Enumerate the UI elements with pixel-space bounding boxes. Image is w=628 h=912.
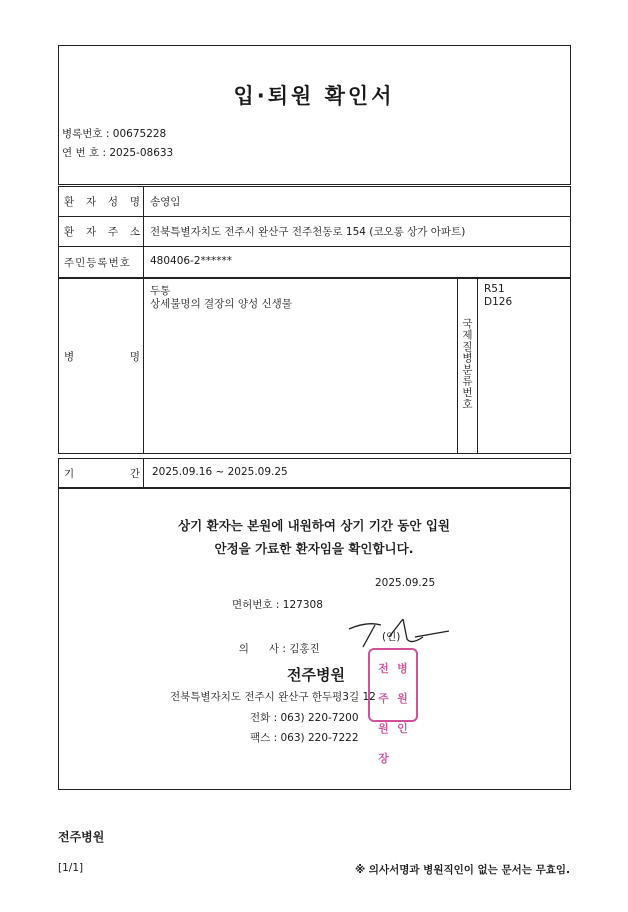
patient-name-label: 환 자 성 명	[64, 196, 140, 208]
patient-row-divider-2	[58, 246, 571, 247]
patient-table-divider	[143, 186, 144, 278]
disease-code-2: D126	[484, 296, 513, 308]
disease-label: 병 명	[64, 351, 140, 363]
disease-name-1: 두통	[150, 285, 171, 297]
footer-hospital-name: 전주병원	[58, 830, 105, 844]
serial-number-row	[62, 145, 173, 160]
disease-code-label: 국제질병분류번호	[461, 318, 473, 410]
disease-name-2: 상세불명의 결장의 양성 신생물	[150, 298, 292, 310]
seal-mark: (인)	[382, 631, 401, 643]
confirmation-line-2: 안정을 가료한 환자임을 확인합니다.	[214, 541, 414, 556]
header-frame	[58, 45, 571, 185]
hospital-fax: 팩스 : 063) 220-7222	[250, 732, 359, 744]
patient-id-number: 480406-2******	[150, 255, 233, 267]
registration-number: 00675228	[112, 128, 167, 140]
hospital-address: 전북특별자치도 전주시 완산구 한두평3길 12	[170, 691, 376, 703]
doctor-row	[232, 629, 320, 656]
disease-table-divider-1	[143, 278, 144, 454]
patient-id-label: 주민등록번호	[64, 257, 131, 269]
disease-code-1: R51	[484, 283, 505, 295]
license-row	[232, 597, 323, 612]
stamp-glyphs: 전주 병원 원장 인	[378, 662, 408, 765]
confirmation-line-1: 상기 환자는 본원에 내원하여 상기 기간 동안 입원	[178, 518, 450, 533]
hospital-stamp	[368, 648, 418, 765]
license-label: 면허번호 :	[232, 599, 283, 611]
period-table-divider	[143, 458, 144, 488]
registration-label: 병록번호 :	[62, 128, 113, 140]
period-label: 기 간	[64, 468, 140, 480]
license-number: 127308	[282, 599, 323, 611]
issue-date: 2025.09.25	[375, 577, 436, 589]
validity-note: ※ 의사서명과 병원직인이 없는 문서는 무효임.	[354, 864, 570, 876]
patient-name: 송영임	[150, 196, 181, 208]
serial-number: 2025-08633	[109, 147, 174, 159]
hospital-name: 전주병원	[287, 666, 345, 684]
doctor-label: 의 사 :	[238, 643, 290, 655]
doctor-name: 김홍진	[289, 643, 320, 655]
patient-address-label: 환 자 주 소	[64, 226, 140, 238]
hospital-phone: 전화 : 063) 220-7200	[250, 712, 359, 724]
registration-number-row	[62, 126, 166, 141]
page-indicator: [1/1]	[58, 862, 84, 874]
serial-label: 연 번 호 :	[62, 147, 110, 159]
patient-address: 전북특별자치도 전주시 완산구 전주천동로 154 (코오롱 상가 아파트)	[150, 226, 466, 238]
disease-table-divider-2	[457, 278, 458, 454]
disease-table-divider-3	[477, 278, 478, 454]
patient-row-divider-1	[58, 216, 571, 217]
period-value: 2025.09.16 ~ 2025.09.25	[152, 466, 288, 478]
document-title: 입·퇴원 확인서	[233, 84, 395, 108]
